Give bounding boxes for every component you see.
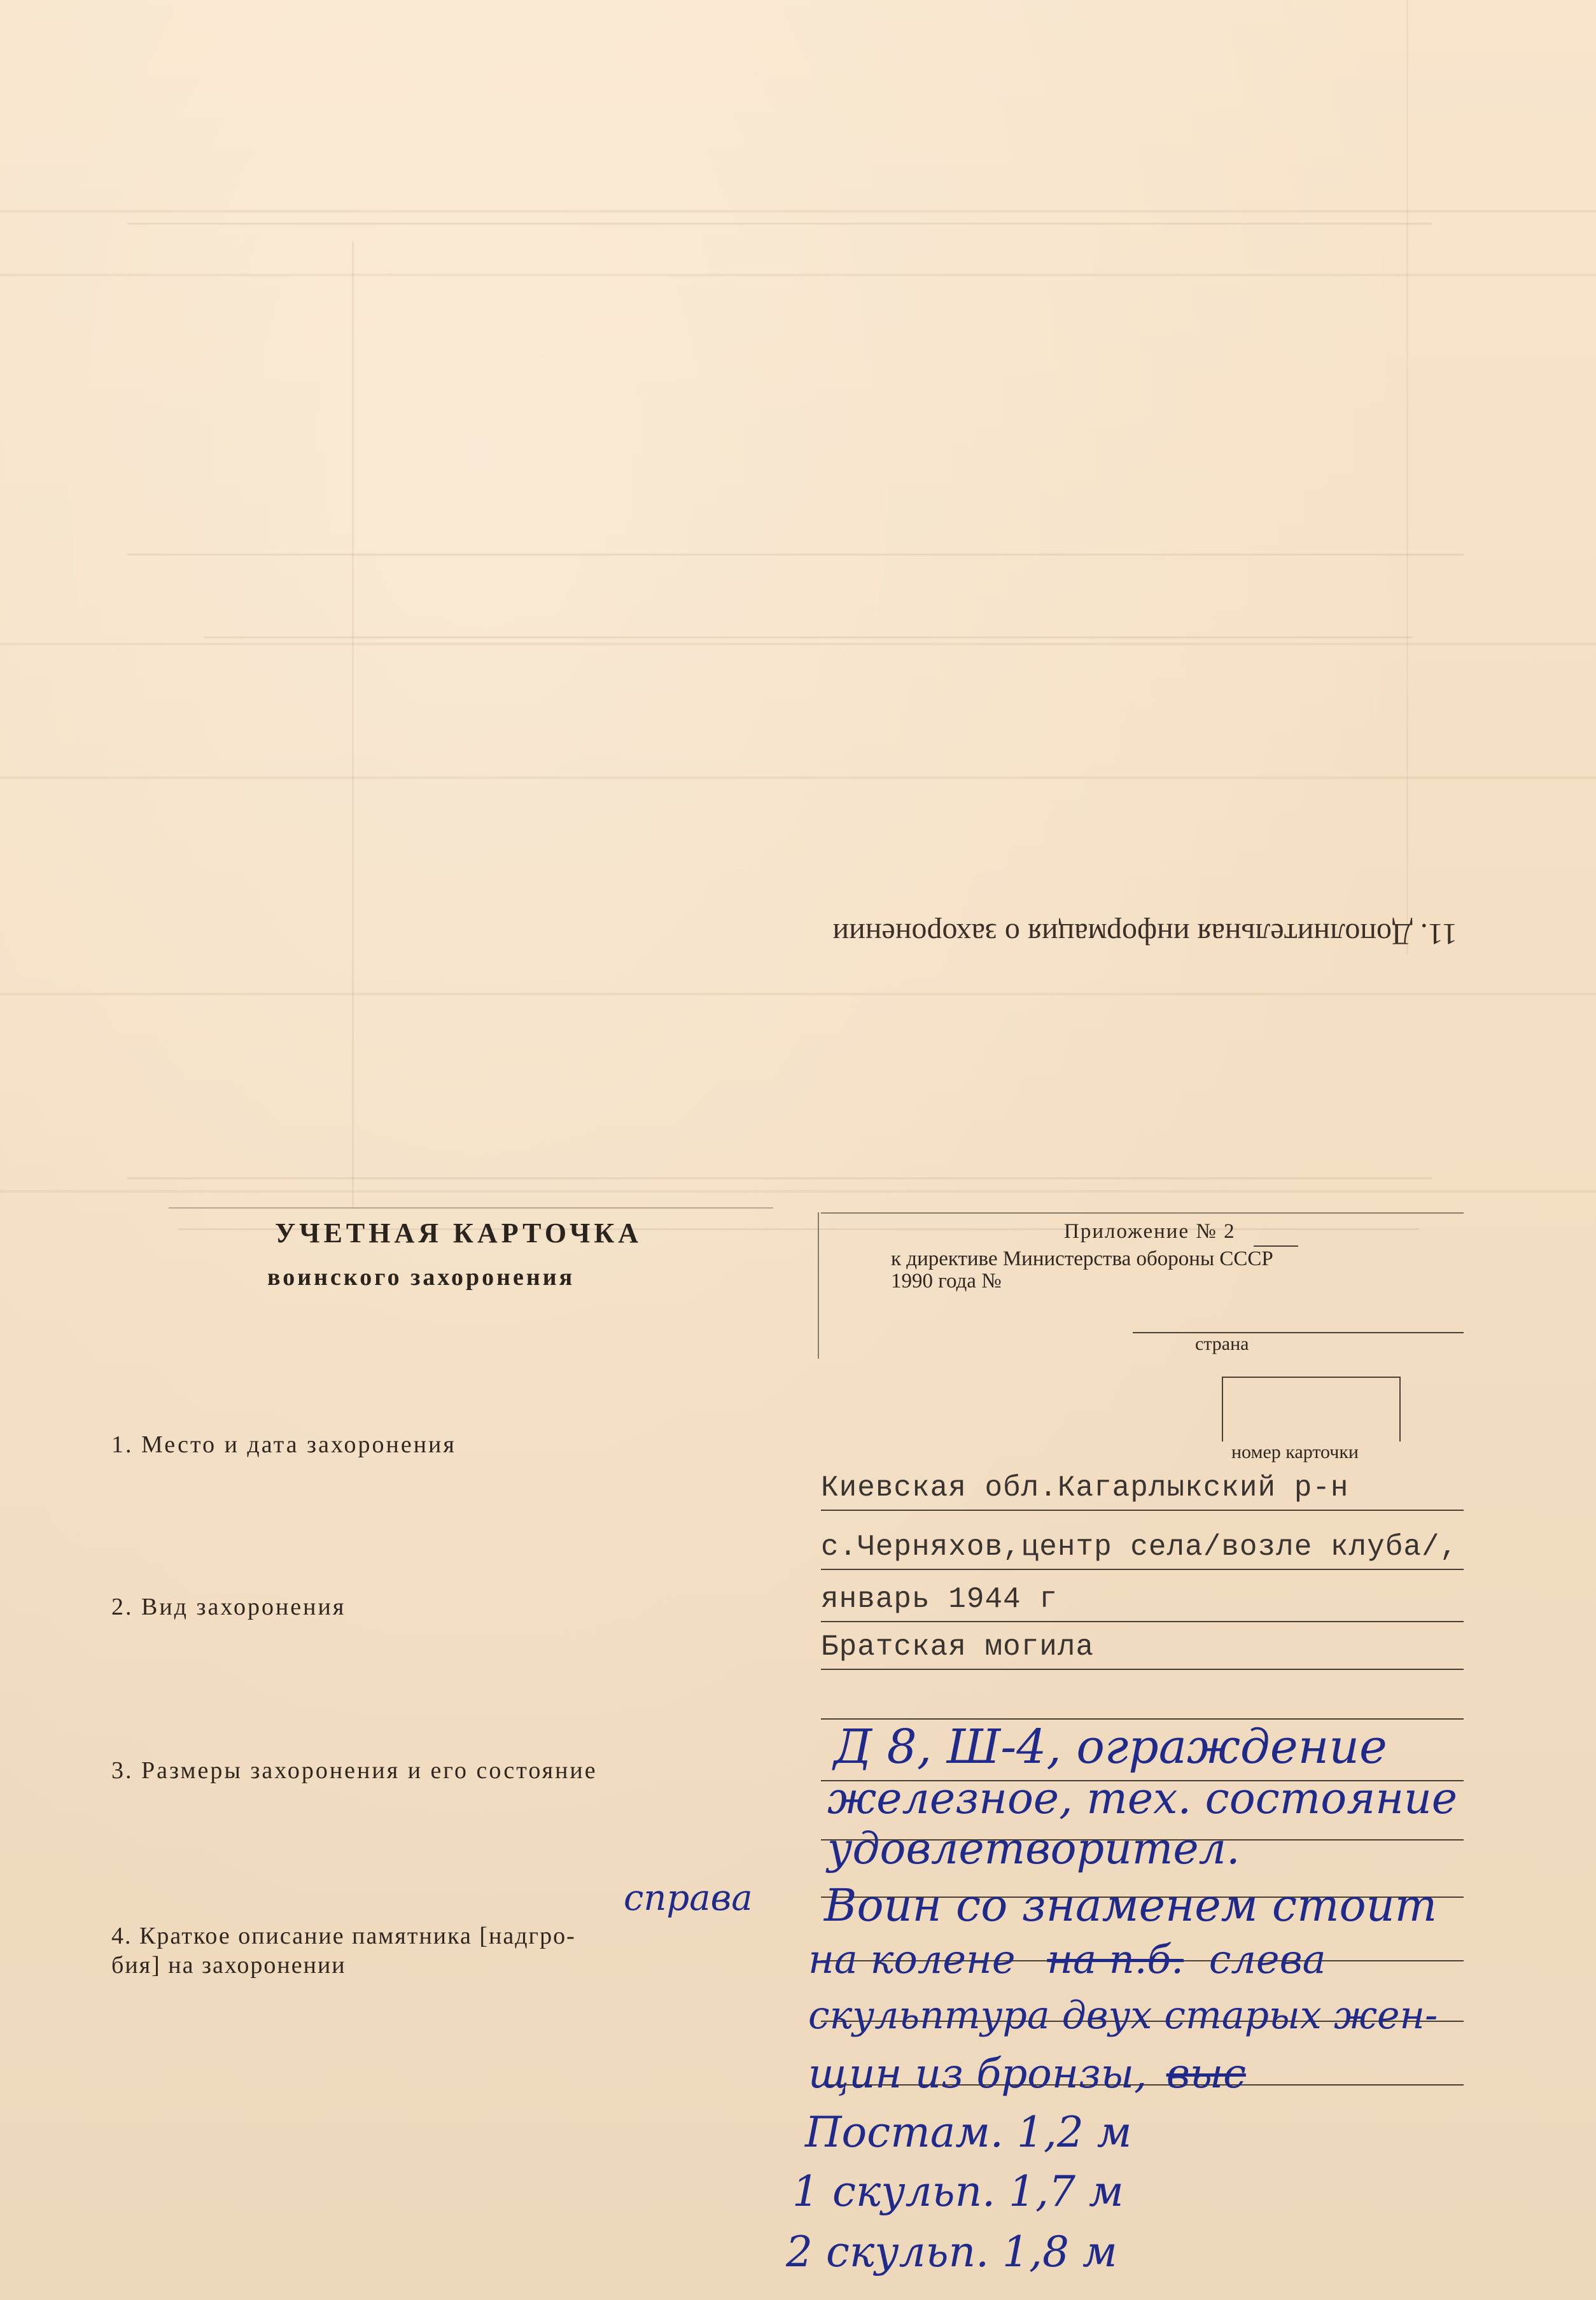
typed-burial-type: Братская могила [821, 1630, 1095, 1664]
field-2-label: 2. Вид захоронения [111, 1594, 346, 1620]
hand-desc-line-2a: на колене [808, 1936, 1016, 1982]
hand-desc-line-2b: слева [1208, 1936, 1326, 1982]
fold-line [0, 643, 1596, 645]
hand-desc-line-5: Постам. 1,2 м [805, 2108, 1132, 2157]
card-number-label: номер карточки [1231, 1441, 1359, 1462]
hand-size-line-2: железное, тех. состояние [827, 1774, 1458, 1824]
appendix-line-1: Приложение № 2 [1064, 1220, 1236, 1243]
hand-margin-note: справа [624, 1877, 753, 1919]
hand-desc-line-6: 1 скульп. 1,7 м [792, 2167, 1124, 2216]
appendix-divider [818, 1212, 819, 1359]
hand-desc-line-7: 2 скульп. 1,8 м [786, 2227, 1117, 2276]
typed-place-line-3: январь 1944 г [821, 1583, 1058, 1616]
hand-desc-line-1: Воин со знаменем стоит [824, 1879, 1438, 1932]
answer-line-4 [821, 1669, 1464, 1670]
country-line [1133, 1332, 1464, 1333]
hand-size-line-3: удовлетворител. [827, 1824, 1240, 1874]
hand-desc-line-2-struck: на п.б. [1047, 1936, 1184, 1982]
hand-desc-line-2 [808, 1936, 1326, 1982]
fold-line [0, 274, 1596, 276]
answer-line-3 [821, 1621, 1464, 1622]
hand-desc-line-4-struck: выс [1166, 2051, 1246, 2098]
appendix-top-rule [821, 1212, 1464, 1214]
bleed-line [204, 636, 1413, 638]
hand-desc-line-3: скульптура двух старых жен- [808, 1993, 1438, 2038]
appendix-line-3: 1990 года № [891, 1270, 1002, 1293]
card-top-rule [169, 1207, 773, 1209]
bleed-line [127, 554, 1464, 556]
country-label: страна [1195, 1333, 1249, 1354]
card-title: УЧЕТНАЯ КАРТОЧКА [275, 1217, 643, 1249]
hand-desc-line-4a: щин из бронзы, [808, 2051, 1147, 2098]
fold-line [0, 993, 1596, 995]
answer-line-2 [821, 1569, 1464, 1570]
section-11-upside-down: 11. Дополнительная информация о захоронении [832, 917, 1457, 951]
fold-line [0, 210, 1596, 213]
field-1-label: 1. Место и дата захоронения [111, 1431, 456, 1458]
fold-line [0, 1190, 1596, 1193]
fold-line [0, 776, 1596, 779]
appendix-line-2: к директиве Министерства обороны СССР [891, 1247, 1273, 1270]
typed-place-line-1: Киевская обл.Кагарлыкский р-н [821, 1471, 1349, 1504]
appendix-number-underline [1254, 1245, 1298, 1247]
bleed-margin [352, 242, 354, 1209]
typed-place-line-2: с.Черняхов,центр села/возле клуба/, [821, 1531, 1459, 1564]
field-4-label-line-2: бия] на захоронении [111, 1952, 346, 1979]
card-number-box [1222, 1377, 1401, 1441]
field-4-label-line-1: 4. Краткое описание памятника [надгро- [111, 1923, 576, 1949]
bleed-line [127, 223, 1432, 225]
answer-line-1 [821, 1510, 1464, 1511]
card-subtitle: воинского захоронения [267, 1264, 575, 1291]
hand-desc-line-4 [808, 2051, 1246, 2098]
bleed-line [127, 1177, 1432, 1179]
field-3-label: 3. Размеры захоронения и его состояние [111, 1757, 598, 1784]
hand-size-line-1: Д 8, Ш-4, ограждение [834, 1720, 1387, 1774]
bleed-margin [1406, 0, 1408, 955]
